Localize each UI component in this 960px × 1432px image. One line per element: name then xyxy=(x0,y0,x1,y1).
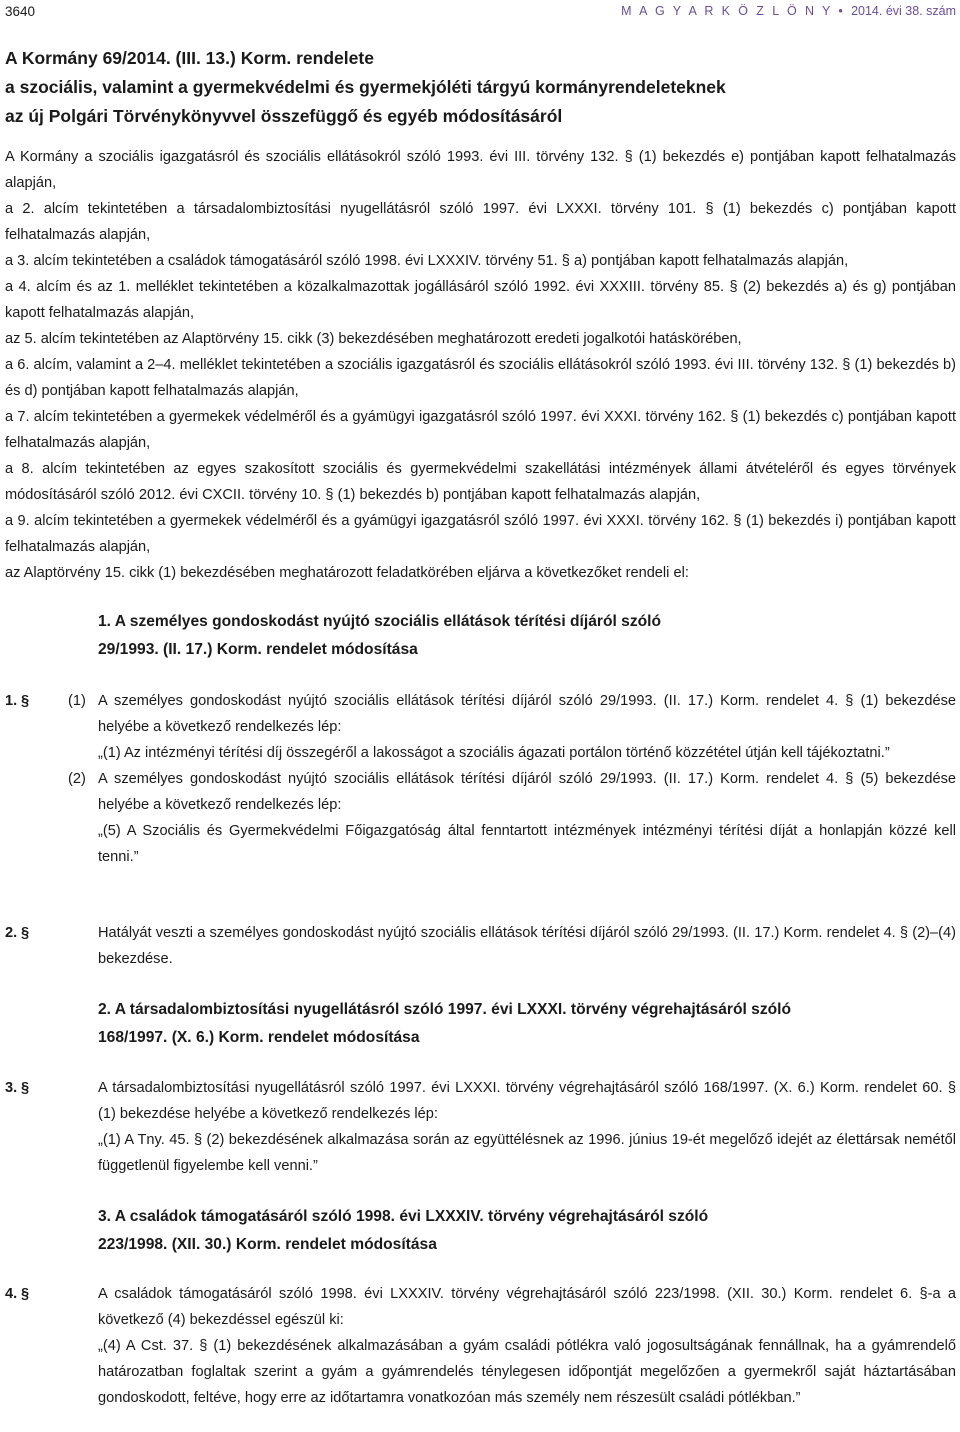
section-heading-line: 168/1997. (X. 6.) Korm. rendelet módosítása xyxy=(98,1029,420,1046)
document-title xyxy=(5,44,945,131)
page-number: 3640 xyxy=(5,3,36,19)
quoted-provision: „(5) A Szociális és Gyermekvédelmi Főigazgatóság által fenntartott intézmények intézményi térítési díját a honlapján közzé kell tenni.” xyxy=(98,823,956,865)
section-sign: § xyxy=(21,693,30,709)
preamble xyxy=(5,144,956,586)
paragraph-number: 1. xyxy=(5,693,18,709)
preamble-clause: a 7. alcím tekintetében a gyermekek védelméről és a gyámügyi igazgatásról szóló 1997. évi XXXI. törvény 162. § (1) bekezdés c) pontjában kapott felhatalmazás alapján, xyxy=(5,409,956,451)
section-heading-3 xyxy=(98,1203,918,1259)
paragraph-text: Hatályát veszti a személyes gondoskodást nyújtó szociális ellátások térítési díjáról szóló 29/1993. (II. 17.) Korm. rendelet 4. § (2)–(4) bekezdése. xyxy=(98,925,956,967)
preamble-clause: a 9. alcím tekintetében a gyermekek védelméről és a gyámügyi igazgatásról szóló 1997. évi XXXI. törvény 162. § (1) bekezdés i) pontjában kapott felhatalmazás alapján, xyxy=(5,513,956,555)
section-heading-line: 3. A családok támogatásáról szóló 1998. évi LXXXIV. törvény végrehajtásáról szóló xyxy=(98,1208,709,1225)
section-heading-line: 2. A társadalombiztosítási nyugellátásról szóló 1997. évi LXXXI. törvény végrehajtásáról szóló xyxy=(98,1001,792,1018)
section-heading-line: 1. A személyes gondoskodást nyújtó szociális ellátások térítési díjáról szóló xyxy=(98,613,661,630)
section-heading-line: 29/1993. (II. 17.) Korm. rendelet módosítása xyxy=(98,641,418,658)
section-heading-2 xyxy=(98,996,918,1052)
subsection-number: (1) xyxy=(68,693,86,709)
subsection-text: A személyes gondoskodást nyújtó szociális ellátások térítési díjáról szóló 29/1993. (II. 17.) Korm. rendelet 4. § (1) bekezdése helyébe a következő rendelkezés lép: xyxy=(98,693,956,735)
paragraph-number: 2. xyxy=(5,925,18,941)
quoted-provision: „(1) A Tny. 45. § (2) bekezdésének alkalmazása során az együttélésnek az 1996. június 19-ét megelőző idejét az élettársak nemétől függetlenül figyelembe kell venni.” xyxy=(98,1132,956,1174)
preamble-clause: a 3. alcím tekintetében a családok támogatásáról szóló 1998. évi LXXXIV. törvény 51. § a) pontjában kapott felhatalmazás alapján, xyxy=(5,253,849,269)
paragraph-number: 4. xyxy=(5,1286,18,1302)
preamble-clause: az 5. alcím tekintetében az Alaptörvény 15. cikk (3) bekezdésében meghatározott eredeti jogalkotói hatáskörében, xyxy=(5,331,742,347)
preamble-clause: az Alaptörvény 15. cikk (1) bekezdésében meghatározott feladatkörében eljárva a következőket rendeli el: xyxy=(5,565,689,581)
header-bullet: • xyxy=(838,4,846,18)
section-sign: § xyxy=(21,1080,30,1096)
section-sign: § xyxy=(21,925,30,941)
quoted-provision: „(4) A Cst. 37. § (1) bekezdésének alkalmazásában a gyám családi pótlékra való jogosultságának fennállnak, ha a gyámrendelő határozatban foglaltak szerint a gyám a gyámrendelés ténylegesen időpontját megelőzően a gyermekről saját háztartásában gondoskodott, feltéve, hogy erre az időtartamra vonatkozóan más személy nem részesült családi pótlékban.” xyxy=(98,1338,956,1406)
paragraph-4 xyxy=(5,1281,956,1411)
journal-name: M A G Y A R K Ö Z L Ö N Y xyxy=(621,4,833,18)
title-line-2: a szociális, valamint a gyermekvédelmi és gyermekjóléti tárgyú kormányrendeleteknek xyxy=(5,77,726,97)
preamble-clause: a 6. alcím, valamint a 2–4. melléklet tekintetében a szociális igazgatásról és szociális ellátásokról szóló 1993. évi III. törvény 132. § (1) bekezdés b) és d) pontjában kapott felhatalmazás alapján, xyxy=(5,357,956,399)
subsection-2 xyxy=(68,766,956,870)
paragraph-number: 3. xyxy=(5,1080,18,1096)
preamble-clause: a 8. alcím tekintetében az egyes szakosított szociális és gyermekvédelmi szakellátási intézmények állami átvételéről és egyes törvények módosításáról szóló 2012. évi CXCII. törvény 10. § (1) bekezdés b) pontjában kapott felhatalmazás alapján, xyxy=(5,461,956,503)
preamble-clause: a 2. alcím tekintetében a társadalombiztosítási nyugellátásról szóló 1997. évi LXXXI. törvény 101. § (1) bekezdés c) pontjában kapott felhatalmazás alapján, xyxy=(5,201,956,243)
preamble-clause: A Kormány a szociális igazgatásról és szociális ellátásokról szóló 1993. évi III. törvény 132. § (1) bekezdés e) pontjában kapott felhatalmazás alapján, xyxy=(5,149,956,191)
section-sign: § xyxy=(21,1286,30,1302)
title-line-3: az új Polgári Törvénykönyvvel összefüggő és egyéb módosításáról xyxy=(5,106,563,126)
paragraph-3 xyxy=(5,1075,956,1179)
subsection-1 xyxy=(68,688,956,766)
paragraph-1 xyxy=(5,688,956,870)
subsection-text: A személyes gondoskodást nyújtó szociális ellátások térítési díjáról szóló 29/1993. (II. 17.) Korm. rendelet 4. § (5) bekezdése helyébe a következő rendelkezés lép: xyxy=(98,771,956,813)
paragraph-text: A családok támogatásáról szóló 1998. évi LXXXIV. törvény végrehajtásáról szóló 223/1998. (XII. 30.) Korm. rendelet 6. §-a a következő (4) bekezdéssel egészül ki: xyxy=(98,1286,956,1328)
running-title xyxy=(621,4,956,18)
quoted-provision: „(1) Az intézményi térítési díj összegéről a lakosságot a szociális ágazati portálon történő közzététel útján kell tájékoztatni.” xyxy=(98,745,890,761)
preamble-clause: a 4. alcím és az 1. melléklet tekintetében a közalkalmazottak jogállásáról szóló 1992. évi XXXIII. törvény 85. § (2) bekezdés a) és g) pontjában kapott felhatalmazás alapján, xyxy=(5,279,956,321)
paragraph-text: A társadalombiztosítási nyugellátásról szóló 1997. évi LXXXI. törvény végrehajtásáról szóló 168/1997. (X. 6.) Korm. rendelet 60. § (1) bekezdése helyébe a következő rendelkezés lép: xyxy=(98,1080,956,1122)
subsection-number: (2) xyxy=(68,771,86,787)
section-heading-line: 223/1998. (XII. 30.) Korm. rendelet módosítása xyxy=(98,1236,437,1253)
section-heading-1 xyxy=(98,608,918,664)
title-line-1: A Kormány 69/2014. (III. 13.) Korm. rendelete xyxy=(5,48,374,68)
paragraph-2 xyxy=(5,920,956,972)
page-header xyxy=(5,0,956,22)
issue-number: 2014. évi 38. szám xyxy=(851,4,956,18)
